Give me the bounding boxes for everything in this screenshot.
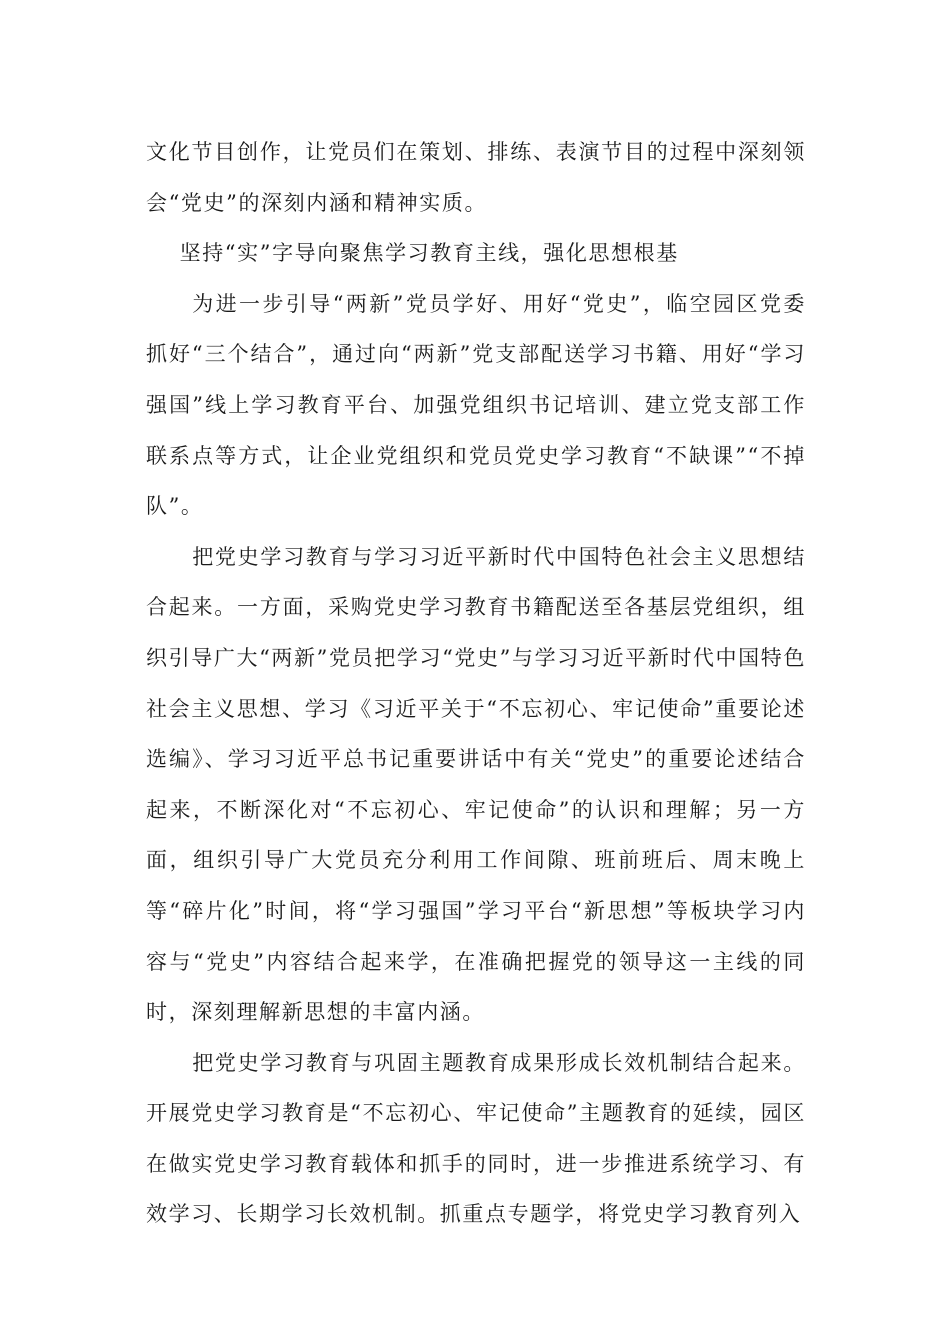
- paragraph-combine-mechanism: 把党史学习教育与巩固主题教育成果形成长效机制结合起来。开展党史学习教育是“不忘初心、牢记使命”主题教育的延续，园区在做实党史学习教育载体和抓手的同时，进一步推进系统学习、有效学习、长期学习长效机制。抓重点专题学，将党史学习教育列入: [146, 1050, 806, 1227]
- document-body: [146, 127, 806, 1240]
- paragraph-combine-thought: 把党史学习教育与学习习近平新时代中国特色社会主义思想结合起来。一方面，采购党史学习教育书籍配送至各基层党组织，组织引导广大“两新”党员把学习“党史”与学习习近平新时代中国特色社会主义思想、学习《习近平关于“不忘初心、牢记使命”重要论述选编》、学习习近平总书记重要讲话中有关“党史”的重要论述结合起来，不断深化对“不忘初心、牢记使命”的认识和理解；另一方面，组织引导广大党员充分利用工作间隙、班前班后、周末晚上等“碎片化”时间，将“学习强国”学习平台“新思想”等板块学习内容与“党史”内容结合起来学，在准确把握党的领导这一主线的同时，深刻理解新思想的丰富内涵。: [146, 544, 806, 1025]
- paragraph-continuation: 文化节目创作，让党员们在策划、排练、表演节目的过程中深刻领会“党史”的深刻内涵和精神实质。: [146, 140, 806, 215]
- paragraph-intro: 为进一步引导“两新”党员学好、用好“党史”，临空园区党委抓好“三个结合”，通过向“两新”党支部配送学习书籍、用好“学习强国”线上学习教育平台、加强党组织书记培训、建立党支部工作联系点等方式，让企业党组织和党员党史学习教育“不缺课”“不掉队”。: [146, 291, 806, 519]
- section-heading: 坚持“实”字导向聚焦学习教育主线，强化思想根基: [179, 241, 679, 266]
